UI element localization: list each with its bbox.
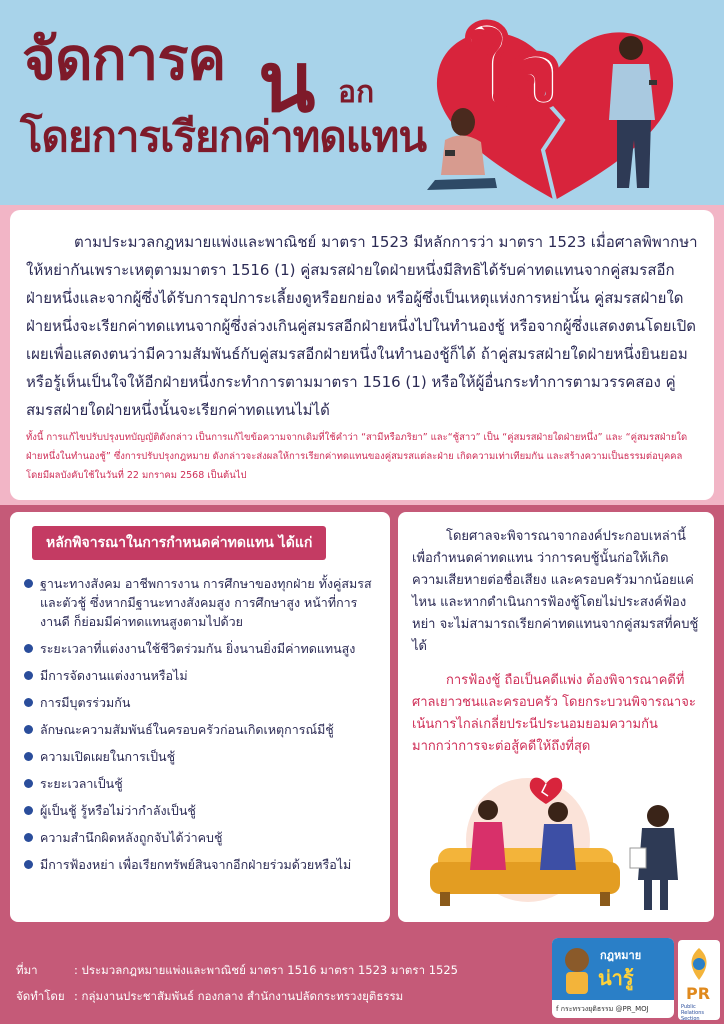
- criteria-list: [22, 574, 378, 874]
- heart-word: ใจ: [465, 20, 564, 127]
- facebook-icon: f: [556, 1005, 559, 1013]
- made-by-row: [16, 988, 403, 1006]
- list-item: มีการจัดงานแต่งงานหรือไม่: [22, 666, 378, 685]
- title-line-2: โดยการเรียกค่าทดแทน: [20, 112, 427, 161]
- list-item: ลักษณะความสัมพันธ์ในครอบครัวก่อนเกิดเหตุการณ์มีชู้: [22, 720, 378, 739]
- source-row: [16, 962, 458, 980]
- list-item: ฐานะทางสังคม อาชีพการงาน การศึกษาของทุกฝ่าย ทั้งคู่สมรสและตัวชู้ ซึ่งหากมีฐานะทางสังคมสูง การศึกษาสูง หน้าที่การงานดี ก็ย่อมมีค่าทดแทนสูงตามไปด้วย: [22, 574, 378, 631]
- list-item: ระยะเวลาที่แต่งงานใช้ชีวิตร่วมกัน ยิ่งนานยิ่งมีค่าทดแทนสูง: [22, 639, 378, 658]
- logo-line-2: น่ารู้: [598, 966, 634, 990]
- header-banner: [0, 0, 724, 205]
- pr-caption: Public Relations Section: [681, 1004, 704, 1022]
- criteria-title: หลักพิจารณาในการกำหนดค่าทดแทน ได้แก่: [32, 526, 326, 560]
- amendment-note: ทั้งนี้ การแก้ไขปรับปรุงบทบัญญัติดังกล่าว เป็นการแก้ไขข้อความจากเดิมที่ใช้คำว่า “สามีหรือภริยา” และ“ชู้สาว” เป็น “คู่สมรสฝ่ายใดฝ่ายหนึ่ง” และ “คู่สมรสฝ่ายใด ฝ่ายหนึ่งในทำนองชู้” ซึ่งการปรับปรุงกฎหมาย ดังกล่าวจะส่งผลให้การเรียกค่าทดแทนของคู่สมรสแต่ละฝ่าย เกิดความเท่าเทียมกัน และสร้างความเป็นธรรมต่อบุคคล โดยมีผลบังคับใช้ในวันที่ 22 มกราคม 2568 เป็นต้นไป: [26, 432, 688, 481]
- title-big-letter: น: [258, 33, 316, 131]
- source-label: ที่มา: [16, 963, 38, 977]
- list-item: ความสำนึกผิดหลังถูกจับได้ว่าคบชู้: [22, 828, 378, 847]
- mascot-icon: [558, 944, 596, 996]
- made-by-label: จัดทำโดย: [16, 989, 65, 1003]
- made-by-value: : กลุ่มงานประชาสัมพันธ์ กองกลาง สำนักงานปลัดกระทรวงยุติธรรม: [74, 989, 404, 1003]
- court-info-box: [398, 512, 714, 922]
- list-item: ผู้เป็นชู้ รู้หรือไม่ว่ากำลังเป็นชู้: [22, 801, 378, 820]
- law-knowledge-logo: [552, 938, 674, 1018]
- list-item: ความเปิดเผยในการเป็นชู้: [22, 747, 378, 766]
- social-handle: @PR_MOJ: [615, 1005, 649, 1013]
- logo-line-1: กฎหมาย: [600, 949, 642, 962]
- counseling-illustration: [408, 770, 704, 916]
- pr-emblem-icon: [684, 946, 714, 982]
- criteria-box: [10, 512, 390, 922]
- list-item: ระยะเวลาเป็นชู้: [22, 774, 378, 793]
- list-item: การมีบุตรร่วมกัน: [22, 693, 378, 712]
- title-small-suffix: อก: [338, 75, 375, 110]
- main-text-box: [10, 210, 714, 500]
- source-value: : ประมวลกฎหมายแพ่งและพาณิชย์ มาตรา 1516 มาตรา 1523 มาตรา 1525: [74, 963, 458, 977]
- court-paragraph-1: โดยศาลจะพิจารณาจากองค์ประกอบเหล่านี้ เพื่อกำหนดค่าทดแทน ว่าการคบชู้นั้นก่อให้เกิดความเสียหายต่อชื่อเสียง และครอบครัวมากน้อยแค่ไหน และหากดำเนินการฟ้องชู้โดยไม่ประสงค์ฟ้องหย่า จะไม่สามารถเรียกค่าทดแทนจากคู่สมรสที่คบชู้ได้: [412, 529, 699, 654]
- pr-text: PR: [686, 984, 711, 1003]
- law-paragraph: ตามประมวลกฎหมายแพ่งและพาณิชย์ มาตรา 1523 มีหลักการว่า มาตรา 1523 เมื่อศาลพิพากษาให้หย่ากันเพราะเหตุตามมาตรา 1516 (1) คู่สมรสฝ่ายใดฝ่ายหนึ่งมีสิทธิได้รับค่าทดแทนจากคู่สมรสอีกฝ่ายหนึ่งและจากผู้ซึ่งได้รับการอุปการะเลี้ยงดูหรือยกย่อง หรือผู้ซึ่งเป็นเหตุแห่งการหย่านั้น คู่สมรสฝ่ายใดฝ่ายหนึ่งจะเรียกค่าทดแทนจากผู้ซึ่งล่วงเกินคู่สมรสอีกฝ่ายหนึ่งไปในทำนองชู้ หรือจากผู้ซึ่งแสดงตนโดยเปิดเผยเพื่อแสดงตนว่ามีความสัมพันธ์กับคู่สมรสอีกฝ่ายหนึ่งในทำนองชู้ก็ได้ ถ้าคู่สมรสฝ่ายใดฝ่ายหนึ่งยินยอมหรือรู้เห็นเป็นใจให้อีกฝ่ายหนึ่งกระทำการตามมาตรา 1516 (1) หรือให้ผู้อื่นกระทำการตามวรรคสอง คู่สมรสฝ่ายใดฝ่ายหนึ่งนั้นจะเรียกค่าทดแทนไม่ได้: [26, 233, 698, 419]
- logo-social: [556, 1004, 649, 1015]
- pr-logo: [678, 940, 720, 1020]
- court-paragraph-2: การฟ้องชู้ ถือเป็นคดีแพ่ง ต้องพิจารณาคดีที่ศาลเยาวชนและครอบครัว โดยกระบวนพิจารณาจะเน้นการไกล่เกลี่ยประนีประนอมยอมความกันมากกว่าการจะต่อสู้คดีให้ถึงที่สุด: [412, 673, 696, 754]
- facebook-label: กระทรวงยุติธรรม: [560, 1005, 614, 1013]
- list-item: มีการฟ้องหย่า เพื่อเรียกทรัพย์สินจากอีกฝ่ายร่วมด้วยหรือไม่: [22, 855, 378, 874]
- title-line-1: จัดการค: [22, 25, 226, 93]
